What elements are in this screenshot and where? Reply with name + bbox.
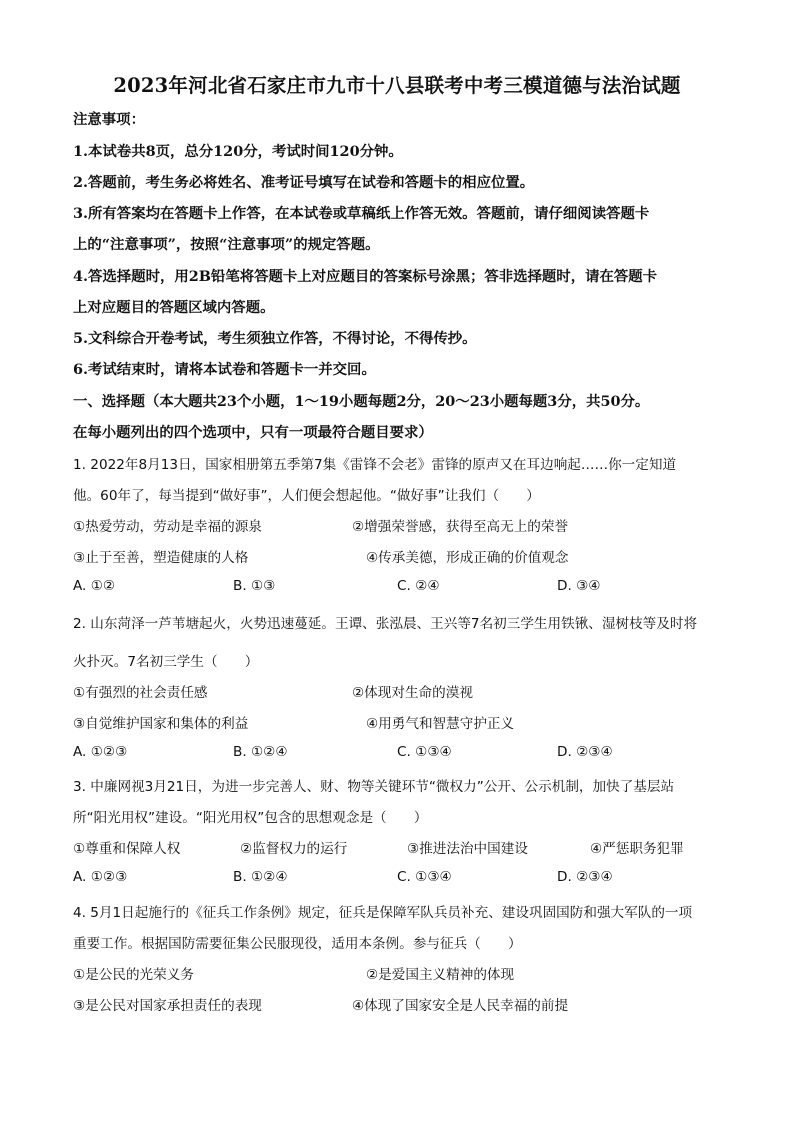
question-1-statement: ①热爱劳动，劳动是幸福的源泉	[73, 519, 262, 535]
notice-item: 上对应题目的答题区域内答题。	[73, 299, 275, 316]
question-1-statement: ④传承美德，形成正确的价值观念	[366, 550, 569, 566]
question-4-stem: 重要工作。根据国防需要征集公民服现役，适用本条例。参与征兵（ ）	[73, 936, 522, 952]
question-4-stem: 4. 5月1日起施行的《征兵工作条例》规定，征兵是保障军队兵员补充、建设巩固国防和强大军队的一项	[73, 905, 693, 921]
question-3-statement: ④严惩职务犯罪	[590, 841, 684, 857]
notice-item: 上的“注意事项”，按照“注意事项”的规定答题。	[73, 236, 380, 253]
question-3-choice-d[interactable]: D. ②③④	[557, 869, 613, 885]
question-2-statement: ②体现对生命的漠视	[352, 685, 473, 701]
notice-heading: 注意事项：	[73, 111, 145, 128]
question-2-statement: ③自觉维护国家和集体的利益	[73, 716, 249, 732]
question-1-choice-b[interactable]: B. ①③	[233, 578, 276, 594]
question-2-statement: ①有强烈的社会责任感	[73, 685, 208, 701]
notice-item: 2.答题前，考生务必将姓名、准考证号填写在试卷和答题卡的相应位置。	[73, 174, 535, 191]
exam-title: 2023年河北省石家庄市九市十八县联考中考三模道德与法治试题	[113, 74, 681, 97]
question-1-stem: 1. 2022年8月13日，国家相册第五季第7集《雷锋不会老》雷锋的原声又在耳边响起……你一定知道	[73, 457, 677, 473]
question-2-stem: 2. 山东菏泽一芦苇塘起火，火势迅速蔓延。王谭、张泓晨、王兴等7名初三学生用铁锹、湿树枝等及时将	[73, 616, 698, 632]
question-1-choice-a[interactable]: A. ①②	[73, 578, 116, 594]
notice-item: 3.所有答案均在答题卡上作答，在本试卷或草稿纸上作答无效。答题前，请仔细阅读答题卡	[73, 205, 650, 222]
question-1-statement: ②增强荣誉感，获得至高无上的荣誉	[352, 519, 569, 535]
question-2-choice-d[interactable]: D. ②③④	[557, 744, 613, 760]
question-3-choice-b[interactable]: B. ①②④	[233, 869, 288, 885]
question-3-stem: 所“阳光用权”建设。“阳光用权”包含的思想观念是（ ）	[73, 810, 428, 826]
question-4-statement: ②是爱国主义精神的体现	[366, 967, 515, 983]
notice-item: 6.考试结束时，请将本试卷和答题卡一并交回。	[73, 361, 376, 378]
question-2-choice-c[interactable]: C. ①③④	[397, 744, 452, 760]
question-4-statement: ①是公民的光荣义务	[73, 967, 194, 983]
notice-item: 1.本试卷共8页，总分120分，考试时间120分钟。	[73, 143, 403, 160]
question-4-statement: ③是公民对国家承担责任的表现	[73, 998, 262, 1014]
question-2-statement: ④用勇气和智慧守护正义	[366, 716, 515, 732]
question-3-choice-a[interactable]: A. ①②③	[73, 869, 128, 885]
section-instruction: 在每小题列出的四个选项中，只有一项最符合题目要求）	[73, 424, 433, 441]
question-3-choice-c[interactable]: C. ①③④	[397, 869, 452, 885]
question-1-statement: ③止于至善，塑造健康的人格	[73, 550, 249, 566]
question-4-statement: ④体现了国家安全是人民幸福的前提	[352, 998, 569, 1014]
question-2-choice-a[interactable]: A. ①②③	[73, 744, 128, 760]
question-3-statement: ①尊重和保障人权	[73, 841, 181, 857]
question-1-choice-c[interactable]: C. ②④	[397, 578, 440, 594]
question-3-statement: ③推进法治中国建设	[407, 841, 528, 857]
section-heading: 一、选择题（本大题共23个小题，1～19小题每题2分，20～23小题每题3分，共50分。	[73, 393, 650, 410]
question-3-stem: 3. 中廉网视3月21日，为进一步完善人、财、物等关键环节“微权力”公开、公示机制，加快了基层站	[73, 779, 675, 795]
question-1-choice-d[interactable]: D. ③④	[557, 578, 601, 594]
question-1-stem: 他。60年了，每当提到“做好事”，人们便会想起他。“做好事”让我们（ ）	[73, 488, 540, 504]
question-3-statement: ②监督权力的运行	[240, 841, 348, 857]
notice-item: 5.文科综合开卷考试，考生须独立作答，不得讨论，不得传抄。	[73, 330, 477, 347]
notice-item: 4.答选择题时，用2B铅笔将答题卡上对应题目的答案标号涂黑；答非选择题时，请在答题卡	[73, 268, 658, 285]
question-2-stem: 火扑灭。7名初三学生（ ）	[73, 654, 259, 670]
question-2-choice-b[interactable]: B. ①②④	[233, 744, 288, 760]
